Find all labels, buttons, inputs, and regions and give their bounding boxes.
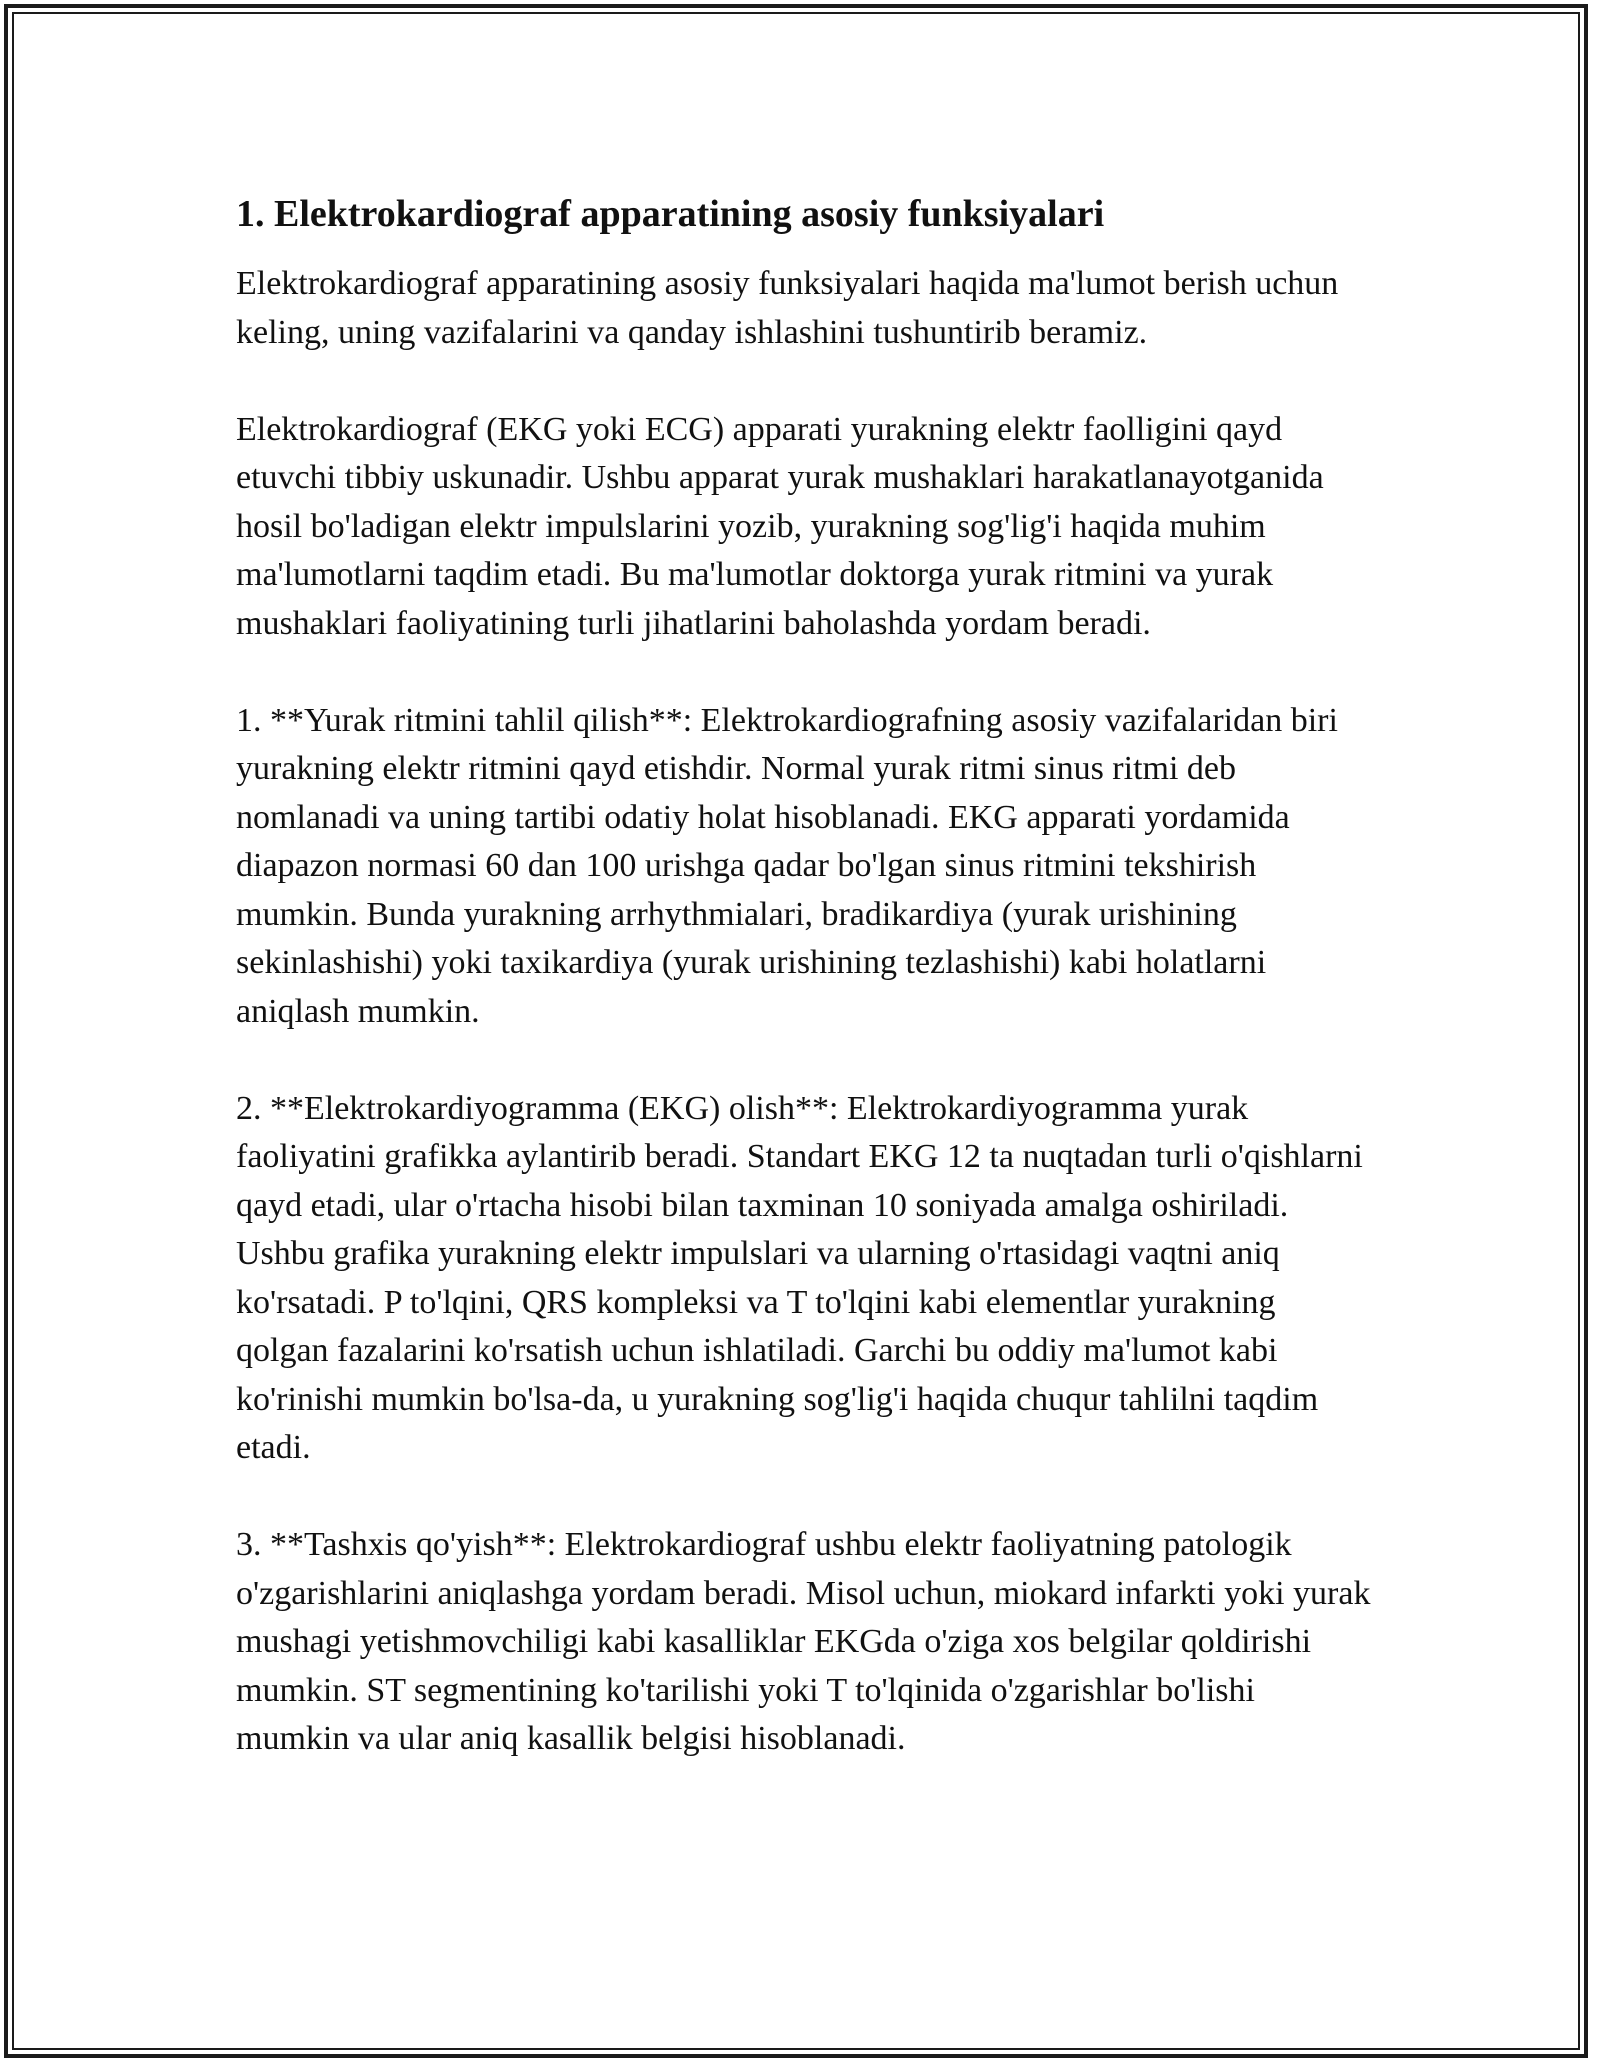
list-item-rhythm-analysis: 1. **Yurak ritmini tahlil qilish**: Elektrokardiografning asosiy vazifalaridan biri yurakning elektr ritmini qayd etishdir. Normal yurak ritmi sinus ritmi deb nomlanadi va uning tartibi odatiy holat hisoblanadi. EKG apparati yordamida diapazon normasi 60 dan 100 urishga qadar bo'lgan sinus ritmini tekshirish mumkin. Bunda yurakning arrhythmialari, bradikardiya (yurak urishining sekinlashishi) yoki taxikardiya (yurak urishining tezlashishi) kabi holatlarni aniqlash mumkin. (236, 701, 1338, 1030)
list-item-diagnosis: 3. **Tashxis qo'yish**: Elektrokardiograf ushbu elektr faoliyatning patologik o'zgarishlarini aniqlashga yordam beradi. Misol uchun, miokard infarkti yoki yurak mushagi yetishmovchiligi kabi kasalliklar EKGda o'ziga xos belgilar qoldirishi mumkin. ST segmentining ko'tarilishi yoki T to'lqinida o'zgarishlar bo'lishi mumkin va ular aniq kasallik belgisi hisoblanadi. (236, 1526, 1371, 1757)
document-title: 1. Elektrokardiograf apparatining asosiy funksiyalari (236, 193, 1105, 235)
list-item-ecg-recording: 2. **Elektrokardiyogramma (EKG) olish**: Elektrokardiyogramma yurak faoliyatini grafikka aylantirib beradi. Standart EKG 12 ta nuqtadan turli o'qishlarni qayd etadi, ular o'rtacha hisobi bilan taxminan 10 soniyada amalga oshiriladi. Ushbu grafika yurakning elektr impulslari va ularning o'rtasidagi vaqtni aniq ko'rsatadi. P to'lqini, QRS kompleksi va T to'lqini kabi elementlar yurakning qolgan fazalarini ko'rsatish uchun ishlatiladi. Garchi bu oddiy ma'lumot kabi ko'rinishi mumkin bo'lsa-da, u yurakning sog'lig'i haqida chuqur tahlilni taqdim etadi. (236, 1089, 1363, 1466)
intro-paragraph: Elektrokardiograf apparatining asosiy funksiyalari haqida ma'lumot berish uchun keling, uning vazifalarini va qanday ishlashini tushuntirib beramiz. (236, 265, 1339, 351)
document-body (236, 186, 1376, 1812)
description-paragraph: Elektrokardiograf (EKG yoki ECG) apparati yurakning elektr faolligini qayd etuvchi tibbiy uskunadir. Ushbu apparat yurak mushaklari harakatlanayotganida hosil bo'ladigan elektr impulslarini yozib, yurakning sog'lig'i haqida muhim ma'lumotlarni taqdim etadi. Bu ma'lumotlar doktorga yurak ritmini va yurak mushaklari faoliyatining turli jihatlarini baholashda yordam beradi. (236, 410, 1324, 642)
